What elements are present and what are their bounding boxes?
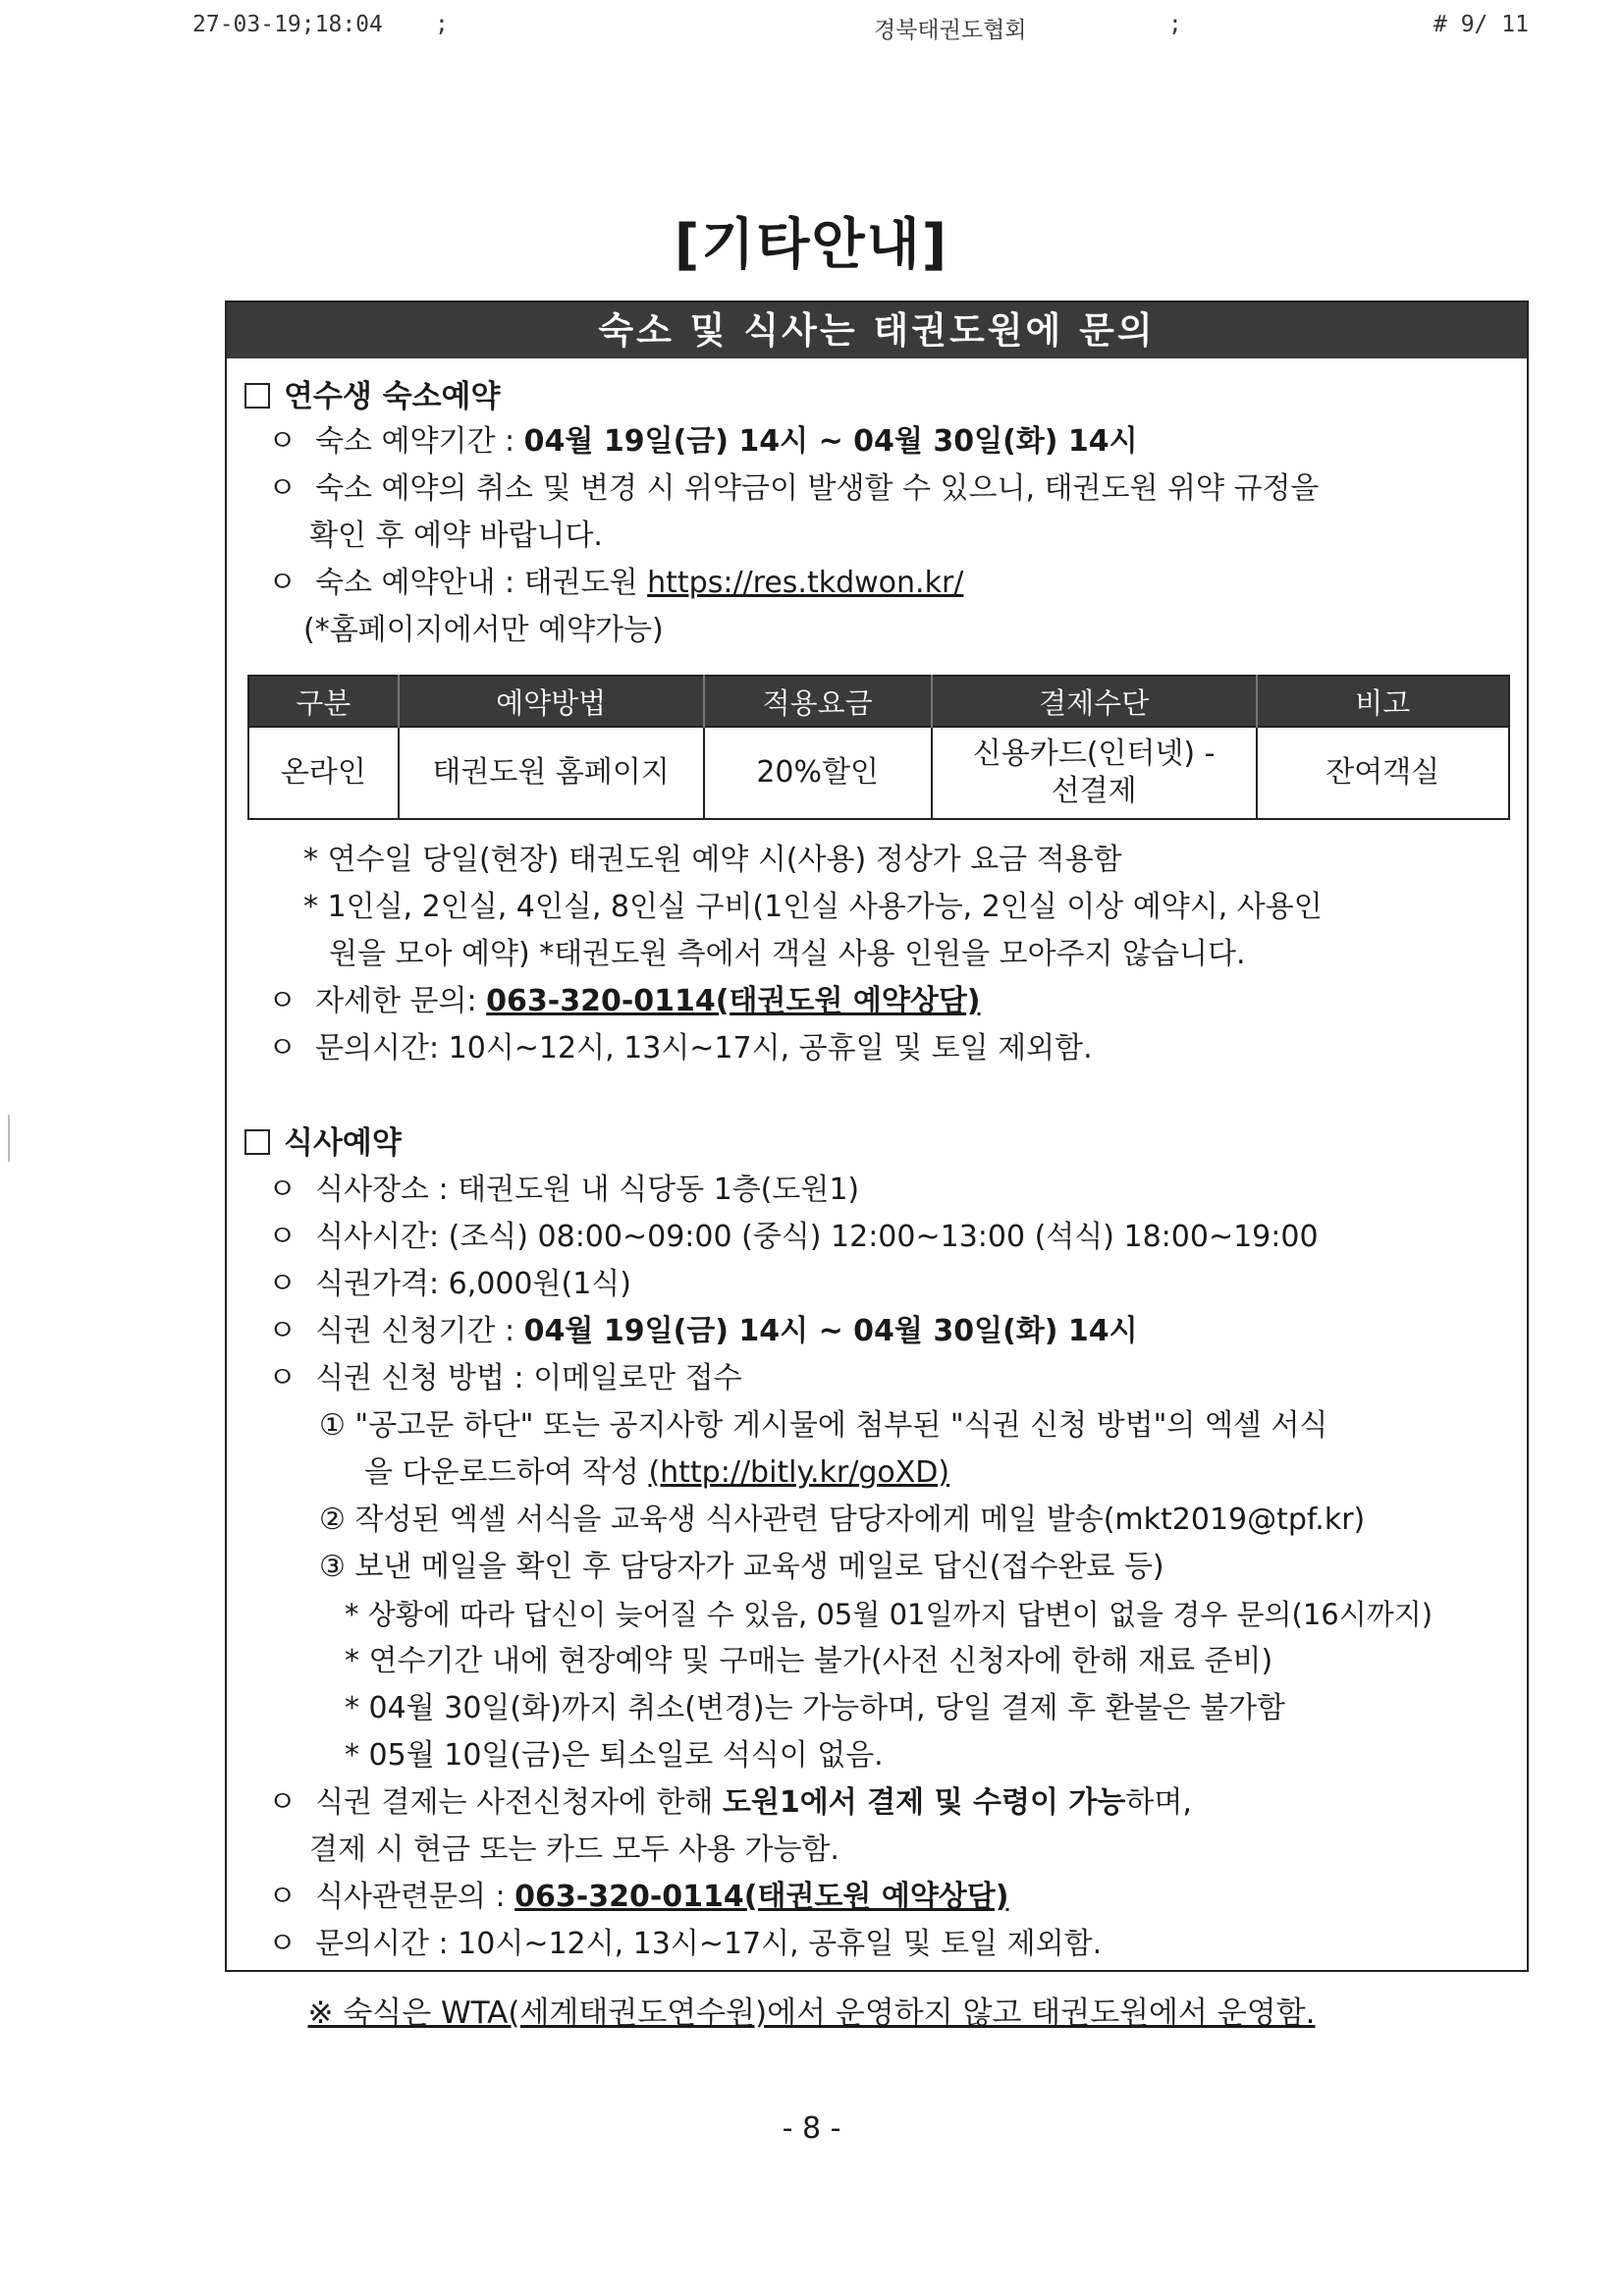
circle-bullet-icon: ㅇ — [268, 1173, 297, 1207]
meal-hours — [268, 1927, 1102, 1962]
price-text: 식권가격: 6,000원(1식) — [315, 1267, 631, 1301]
form-link[interactable]: (http://bitly.kr/goXD) — [648, 1455, 950, 1490]
operation-footnote: ※ 숙식은 WTA(세계태권도연수원)에서 운영하지 않고 태권도원에서 운영함. — [307, 1995, 1316, 2031]
table-cell: 온라인 — [248, 727, 399, 819]
guide-label: 숙소 예약안내 : 태권도원 — [315, 566, 648, 600]
lodging-note: * 연수일 당일(현장) 태권도원 예약 시(사용) 정상가 요금 적용함 — [303, 843, 1122, 877]
fax-page: # 9/ 11 — [1434, 12, 1529, 37]
meal-place — [268, 1173, 859, 1208]
table-cell: 태권도원 홈페이지 — [399, 727, 704, 819]
contact-phone: 063-320-0114(태권도원 예약상담) — [486, 984, 981, 1018]
meal-subnote: * 상황에 따라 답신이 늦어질 수 있음, 05월 01일까지 답변이 없을 경우 문의(16시까지) — [345, 1598, 1434, 1631]
lodging-note: * 1인실, 2인실, 4인실, 8인실 구비(1인실 사용가능, 2인실 이상 예약시, 사용인 — [303, 890, 1323, 924]
circle-bullet-icon: ㅇ — [268, 471, 297, 506]
page-title: [기타안내] — [674, 213, 949, 277]
info-frame — [225, 301, 1529, 1972]
table-header-row — [248, 676, 1509, 727]
meal-apply-period — [268, 1314, 1138, 1349]
meal-payment — [268, 1785, 1192, 1821]
meal-payment-cont: 결제 시 현금 또는 카드 모두 사용 가능함. — [309, 1832, 839, 1867]
fax-timestamp: 27-03-19;18:04 — [192, 12, 383, 37]
payment-text: 하며, — [1125, 1785, 1192, 1820]
scan-artifact — [8, 1115, 10, 1162]
meal-heading — [244, 1125, 402, 1161]
lodging-note: 원을 모아 예약) *태권도원 측에서 객실 사용 인원을 모아주지 않습니다. — [329, 937, 1246, 971]
apply-period-label: 식권 신청기간 : — [315, 1314, 524, 1348]
lodging-contact — [268, 984, 981, 1019]
table-cell: 20%할인 — [704, 727, 932, 819]
checkbox-icon — [244, 383, 270, 409]
circle-bullet-icon: ㅇ — [268, 1314, 297, 1348]
section-banner: 숙소 및 식사는 태권도원에 문의 — [227, 302, 1527, 358]
circle-bullet-icon: ㅇ — [268, 424, 297, 459]
circle-bullet-icon: ㅇ — [268, 1220, 297, 1254]
contact-phone: 063-320-0114(태권도원 예약상담) — [514, 1880, 1009, 1914]
meal-apply-method — [268, 1361, 742, 1396]
meal-subnote: * 04월 30일(화)까지 취소(변경)는 가능하며, 당일 결제 후 환불은 불가함 — [345, 1691, 1286, 1725]
lodging-cancel — [268, 471, 1319, 507]
lodging-cancel-cont: 확인 후 예약 바랍니다. — [309, 519, 603, 553]
meal-step: ① "공고문 하단" 또는 공지사항 게시물에 첨부된 "식권 신청 방법"의 엑셀 서식 — [319, 1408, 1328, 1443]
table-row — [248, 727, 1509, 819]
circle-bullet-icon: ㅇ — [268, 1031, 297, 1066]
time-text: 식사시간: (조식) 08:00~09:00 (중식) 12:00~13:00 (석식) 18:00~19:00 — [315, 1220, 1319, 1254]
meal-contact — [268, 1880, 1008, 1915]
table-cell: 신용카드(인터넷) - 선결제 — [932, 727, 1257, 819]
meal-heading-text: 식사예약 — [284, 1125, 402, 1161]
step-text: 을 다운로드하여 작성 — [364, 1455, 649, 1490]
reservation-table — [247, 675, 1510, 820]
table-header: 비고 — [1257, 676, 1510, 727]
period-label: 숙소 예약기간 : — [315, 424, 524, 459]
period-value: 04월 19일(금) 14시 ~ 04월 30일(화) 14시 — [523, 424, 1138, 459]
circle-bullet-icon: ㅇ — [268, 1267, 297, 1301]
contact-label: 식사관련문의 : — [315, 1880, 515, 1914]
fax-header — [0, 12, 1623, 51]
apply-method-text: 식권 신청 방법 : 이메일로만 접수 — [315, 1361, 742, 1395]
place-text: 식사장소 : 태권도원 내 식당동 1층(도원1) — [315, 1173, 860, 1207]
meal-step-cont — [364, 1455, 949, 1491]
meal-step: ③ 보낸 메일을 확인 후 담당자가 교육생 메일로 답신(접수완료 등) — [319, 1550, 1164, 1584]
fax-separator: ; — [1168, 12, 1182, 37]
meal-step: ② 작성된 엑셀 서식을 교육생 식사관련 담당자에게 메일 발송(mkt2019@tpf.kr) — [319, 1503, 1366, 1537]
table-header: 적용요금 — [704, 676, 932, 727]
meal-time — [268, 1220, 1319, 1255]
lodging-guide — [268, 566, 963, 601]
checkbox-icon — [244, 1129, 270, 1155]
circle-bullet-icon: ㅇ — [268, 984, 297, 1018]
fax-separator: ; — [435, 12, 449, 37]
meal-subnote: * 연수기간 내에 현장예약 및 구매는 불가(사전 신청자에 한해 재료 준비) — [345, 1644, 1273, 1678]
payment-emphasis: 도원1에서 결제 및 수령이 가능 — [722, 1785, 1126, 1820]
apply-period-value: 04월 19일(금) 14시 ~ 04월 30일(화) 14시 — [523, 1314, 1138, 1348]
reservation-link[interactable]: https://res.tkdwon.kr/ — [647, 566, 964, 600]
circle-bullet-icon: ㅇ — [268, 1880, 297, 1914]
meal-subnote: * 05월 10일(금)은 퇴소일로 석식이 없음. — [345, 1738, 884, 1773]
hours-text: 문의시간 : 10시~12시, 13시~17시, 공휴일 및 토일 제외함. — [315, 1927, 1103, 1961]
meal-price — [268, 1267, 631, 1302]
cancel-text: 숙소 예약의 취소 및 변경 시 위약금이 발생할 수 있으니, 태권도원 위약 규정을 — [315, 471, 1320, 506]
circle-bullet-icon: ㅇ — [268, 1785, 297, 1820]
circle-bullet-icon: ㅇ — [268, 1927, 297, 1961]
lodging-heading-text: 연수생 숙소예약 — [284, 379, 501, 414]
page-number: - 8 - — [782, 2111, 841, 2146]
contact-label: 자세한 문의: — [315, 984, 487, 1018]
table-header: 예약방법 — [399, 676, 704, 727]
fax-sender: 경북태권도협회 — [874, 18, 1027, 43]
lodging-heading — [244, 379, 500, 414]
lodging-hours — [268, 1031, 1093, 1066]
circle-bullet-icon: ㅇ — [268, 566, 297, 600]
table-header: 결제수단 — [932, 676, 1257, 727]
table-cell: 잔여객실 — [1257, 727, 1510, 819]
hours-text: 문의시간: 10시~12시, 13시~17시, 공휴일 및 토일 제외함. — [315, 1031, 1093, 1066]
lodging-period — [268, 424, 1138, 460]
lodging-guide-note: (*홈페이지에서만 예약가능) — [303, 613, 664, 647]
payment-text: 식권 결제는 사전신청자에 한해 — [315, 1785, 723, 1820]
table-header: 구분 — [248, 676, 399, 727]
circle-bullet-icon: ㅇ — [268, 1361, 297, 1395]
